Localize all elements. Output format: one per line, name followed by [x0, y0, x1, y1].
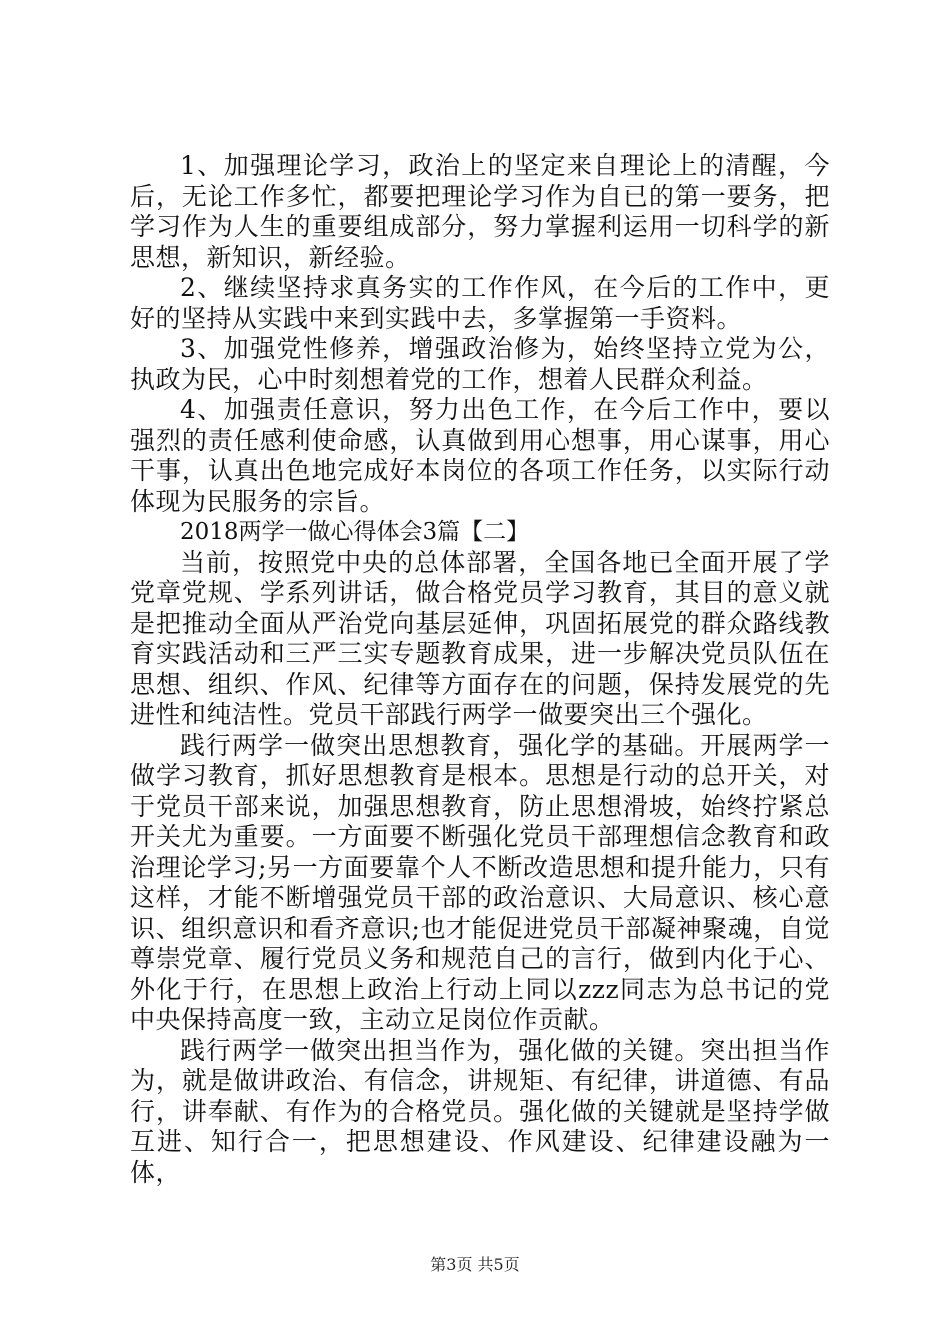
paragraph-1: 1、加强理论学习，政治上的坚定来自理论上的清醒，今后，无论工作多忙，都要把理论学习作为自已的第一要务，把学习作为人生的重要组成部分，努力掌握利运用一切科学的新思想，新知识，新经验。: [130, 151, 830, 272]
paragraph-2: 2、继续坚持求真务实的工作作风，在今后的工作中，更好的坚持从实践中来到实践中去，多掌握第一手资料。: [130, 273, 830, 333]
document-body: [130, 151, 830, 1188]
paragraph-5: 当前，按照党中央的总体部署，全国各地已全面开展了学党章党规、学系列讲话，做合格党员学习教育，其目的意义就是把推动全面从严治党向基层延伸，巩固拓展党的群众路线教育实践活动和三严三实专题教育成果，进一步解决党员队伍在思想、组织、作风、纪律等方面存在的问题，保持发展党的先进性和纯洁性。党员干部践行两学一做要突出三个强化。: [130, 547, 830, 729]
paragraph-3: 3、加强党性修养，增强政治修为，始终坚持立党为公，执政为民，心中时刻想着党的工作，想着人民群众利益。: [130, 334, 830, 394]
paragraph-7: 践行两学一做突出担当作为，强化做的关键。突出担当作为，就是做讲政治、有信念，讲规矩、有纪律，讲道德、有品行，讲奉献、有作为的合格党员。强化做的关键就是坚持学做互进、知行合一，把思想建设、作风建设、纪律建设融为一体，: [130, 1035, 830, 1187]
paragraph-6: 践行两学一做突出思想教育，强化学的基础。开展两学一做学习教育，抓好思想教育是根本。思想是行动的总开关，对于党员干部来说，加强思想教育，防止思想滑坡，始终拧紧总开关尤为重要。一方面要不断强化党员干部理想信念教育和政治理论学习;另一方面要靠个人不断改造思想和提升能力，只有这样，才能不断增强党员干部的政治意识、大局意识、核心意识、组织意识和看齐意识;也才能促进党员干部凝神聚魂，自觉尊崇党章、履行党员义务和规范自己的言行，做到内化于心、外化于行，在思想上政治上行动上同以zzz同志为总书记的党中央保持高度一致，主动立足岗位作贡献。: [130, 730, 830, 1034]
paragraph-4: 4、加强责任意识，努力出色工作，在今后工作中，要以强烈的责任感利使命感，认真做到用心想事，用心谋事，用心干事，认真出色地完成好本岗位的各项工作任务，以实际行动体现为民服务的宗旨。: [130, 395, 830, 516]
page-footer: 第3页 共5页: [430, 1255, 520, 1274]
section-heading: 2018两学一做心得体会3篇【二】: [180, 519, 530, 545]
